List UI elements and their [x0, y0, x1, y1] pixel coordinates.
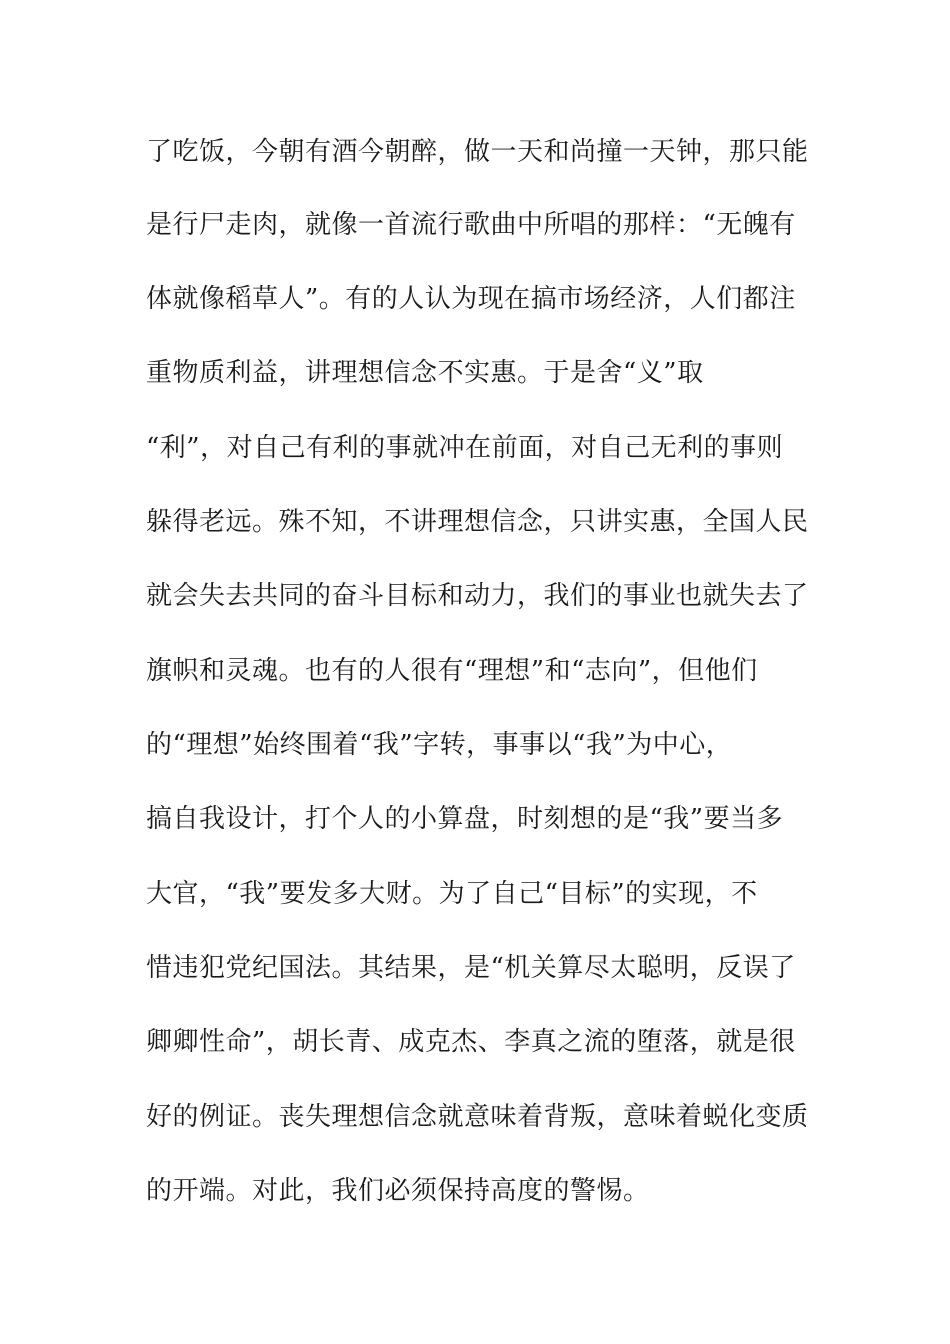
body-text-line-1: 了吃饭，今朝有酒今朝醉，做一天和尚撞一天钟，那只能 — [146, 137, 809, 167]
body-text-line-12: 惜违犯党纪国法。其结果，是“机关算尽太聪明，反误了 — [146, 953, 796, 983]
body-text-line-9: 的“理想”始终围着“我”字转，事事以“我”为中心， — [146, 730, 733, 760]
body-text-line-8: 旗帜和灵魂。也有的人很有“理想”和“志向”，但他们 — [146, 656, 758, 686]
body-text-line-6: 躲得老远。殊不知，不讲理想信念，只讲实惠，全国人民 — [146, 507, 809, 537]
body-text-line-5: “利”，对自己有利的事就冲在前面，对自己无利的事则 — [146, 433, 784, 463]
body-text-line-10: 搞自我设计，打个人的小算盘，时刻想的是“我”要当多 — [146, 804, 784, 834]
body-text-line-14: 好的例证。丧失理想信念就意味着背叛，意味着蜕化变质 — [146, 1102, 809, 1132]
body-text-line-4: 重物质利益，讲理想信念不实惠。于是舍“义”取 — [146, 358, 704, 388]
body-text-line-11: 大官，“我”要发多大财。为了自己“目标”的实现，不 — [146, 879, 758, 909]
body-text-line-15: 的开端。对此，我们必须保持高度的警惕。 — [146, 1176, 650, 1206]
body-text-line-13: 卿卿性命”，胡长青、成克杰、李真之流的堕落，就是很 — [146, 1027, 796, 1057]
body-text-line-3: 体就像稻草人”。有的人认为现在搞市场经济，人们都注 — [146, 284, 796, 314]
body-text-line-2: 是行尸走肉，就像一首流行歌曲中所唱的那样：“无魄有 — [146, 210, 796, 240]
body-text-line-7: 就会失去共同的奋斗目标和动力，我们的事业也就失去了 — [146, 581, 809, 611]
